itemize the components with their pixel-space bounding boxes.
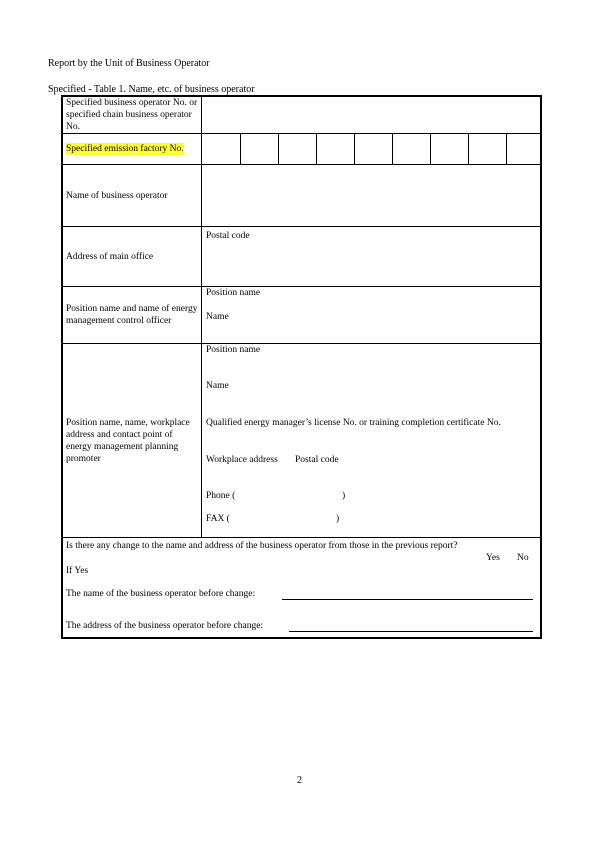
row-control-officer xyxy=(63,287,540,344)
operator-name-field[interactable] xyxy=(202,165,540,226)
digit-box[interactable] xyxy=(202,134,240,164)
planning-promoter-label: Position name, name, workplace address and contact point of energy management planning promoter xyxy=(63,344,202,537)
operator-form xyxy=(61,95,542,639)
address-before-label: The address of the business operator before change: xyxy=(66,621,264,631)
digit-box[interactable] xyxy=(430,134,468,164)
fax-close: ) xyxy=(336,514,340,524)
row-factory-no xyxy=(63,134,540,165)
factory-no-label: Specified emission factory No. xyxy=(66,144,184,154)
control-officer-field[interactable] xyxy=(202,287,540,343)
promoter-postal-code-label: Postal code xyxy=(295,455,339,465)
row-operator-name xyxy=(63,165,540,227)
row-main-office xyxy=(63,227,540,287)
page-number: 2 xyxy=(297,775,302,786)
name-before-label: The name of the business operator before change: xyxy=(66,589,256,599)
officer-name-label: Name xyxy=(206,312,229,322)
digit-box[interactable] xyxy=(392,134,430,164)
main-office-label: Address of main office xyxy=(63,227,202,286)
planning-promoter-field[interactable] xyxy=(202,344,540,537)
change-section xyxy=(63,538,540,637)
table-caption: Specified - Table 1. Name, etc. of business operator xyxy=(48,84,255,95)
factory-no-digits xyxy=(202,134,540,164)
digit-box[interactable] xyxy=(240,134,278,164)
digit-box[interactable] xyxy=(354,134,392,164)
fax-label: FAX ( xyxy=(206,514,230,524)
change-question: Is there any change to the name and address of the business operator from those in the previous report? xyxy=(66,541,458,551)
digit-box[interactable] xyxy=(506,134,542,164)
row-operator-no xyxy=(63,97,540,134)
no-option[interactable]: No xyxy=(517,553,529,563)
license-label: Qualified energy manager’s license No. or training completion certificate No. xyxy=(206,418,501,428)
officer-position-name-label: Position name xyxy=(206,288,261,298)
postal-code-label: Postal code xyxy=(206,231,250,241)
main-office-field[interactable] xyxy=(202,227,540,286)
digit-box[interactable] xyxy=(468,134,506,164)
phone-label: Phone ( xyxy=(206,491,236,501)
name-before-input[interactable] xyxy=(282,599,533,600)
promoter-name-label: Name xyxy=(206,381,229,391)
if-yes-label: If Yes xyxy=(66,566,89,576)
digit-box[interactable] xyxy=(316,134,354,164)
address-before-input[interactable] xyxy=(289,631,533,632)
control-officer-label: Position name and name of energy management control officer xyxy=(63,287,202,343)
operator-no-field[interactable] xyxy=(202,97,540,133)
yes-option[interactable]: Yes xyxy=(486,553,500,563)
operator-name-label: Name of business operator xyxy=(63,165,202,226)
digit-box[interactable] xyxy=(278,134,316,164)
report-title: Report by the Unit of Business Operator xyxy=(48,58,210,69)
operator-no-label: Specified business operator No. or specified chain business operator No. xyxy=(63,97,202,133)
row-planning-promoter xyxy=(63,344,540,538)
phone-close: ) xyxy=(342,491,346,501)
workplace-address-label: Workplace address xyxy=(206,455,278,465)
factory-no-label-cell xyxy=(63,134,202,164)
promoter-position-name-label: Position name xyxy=(206,345,261,355)
